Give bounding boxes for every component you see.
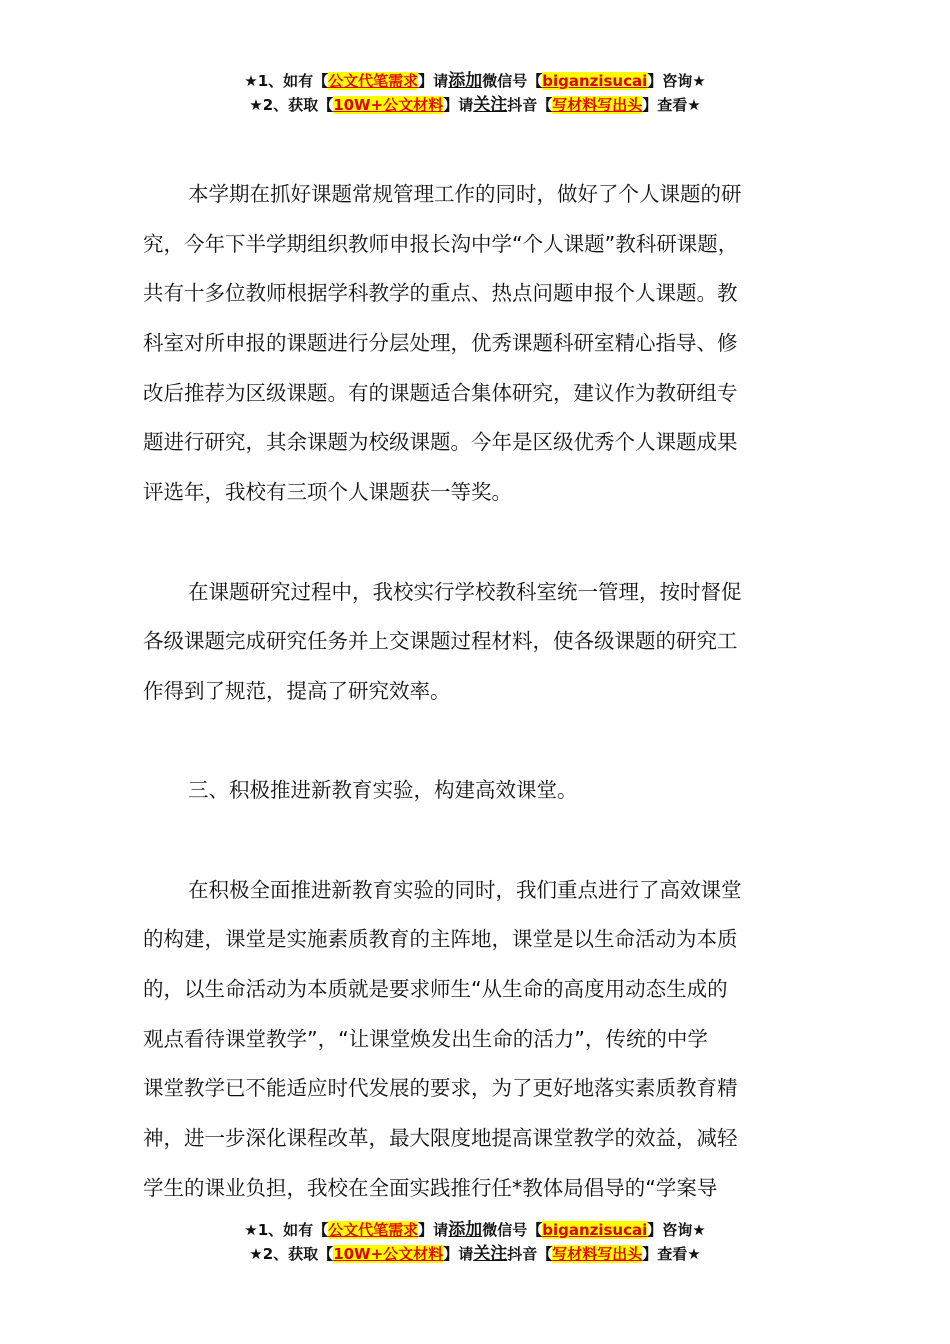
banner-text: 】查看★ bbox=[642, 1245, 701, 1263]
banner-text: 】咨询★ bbox=[647, 72, 706, 90]
banner-text: 微信号【 bbox=[482, 72, 543, 90]
banner-text: ★1、如有【 bbox=[244, 1221, 329, 1239]
banner-emphasis: 添加 bbox=[448, 71, 483, 91]
banner-text: 】咨询★ bbox=[647, 1221, 706, 1239]
text-line: 的，以生命活动为本质就是要求师生“从生命的高度用动态生成的 bbox=[143, 977, 728, 1001]
document-body bbox=[143, 170, 823, 1213]
text-line: 评选年，我校有三项个人课题获一等奖。 bbox=[143, 480, 512, 505]
banner-text: 微信号【 bbox=[482, 1221, 543, 1239]
paragraph bbox=[143, 170, 823, 518]
banner-text: ★2、获取【 bbox=[249, 96, 334, 114]
banner-highlight: biganzisucai bbox=[542, 1221, 648, 1239]
section-heading bbox=[143, 766, 823, 816]
text-line: 在积极全面推进新教育实验的同时，我们重点进行了高效课堂 bbox=[188, 877, 742, 902]
text-line: 究，今年下半学期组织教师申报长沟中学“个人课题”教科研课题， bbox=[143, 231, 739, 256]
banner-highlight: 公文代笔需求 bbox=[328, 72, 419, 90]
paragraph-gap bbox=[143, 717, 823, 767]
text-line: 神，进一步深化课程改革，最大限度地提高课堂教学的效益，减轻 bbox=[143, 1126, 738, 1151]
text-line: 各级课题完成研究任务并上交课题过程材料，使各级课题的研究工 bbox=[143, 629, 738, 654]
text-line: 科室对所申报的课题进行分层处理，优秀课题科研室精心指导、修 bbox=[143, 331, 738, 356]
banner-line-1 bbox=[0, 1218, 950, 1242]
text-line: 题进行研究，其余课题为校级课题。今年是区级优秀个人课题成果 bbox=[143, 430, 738, 455]
banner-emphasis: 关注 bbox=[473, 95, 508, 115]
text-line: 的构建，课堂是实施素质教育的主阵地，课堂是以生命活动为本质 bbox=[143, 927, 738, 952]
banner-highlight: 写材料写出头 bbox=[552, 1245, 643, 1263]
text-line: 观点看待课堂教学”，“让课堂焕发出生命的活力”，传统的中学 bbox=[143, 1026, 708, 1051]
footer-banner bbox=[0, 1218, 950, 1266]
text-line: 本学期在抓好课题常规管理工作的同时，做好了个人课题的研 bbox=[188, 182, 742, 206]
paragraph bbox=[143, 866, 823, 1214]
banner-highlight: 写材料写出头 bbox=[552, 96, 643, 114]
banner-highlight: 公文代笔需求 bbox=[328, 1221, 419, 1239]
banner-highlight: biganzisucai bbox=[542, 72, 648, 90]
text-line: 改后推荐为区级课题。有的课题适合集体研究，建议作为教研组专 bbox=[143, 380, 738, 405]
banner-text: 】请 bbox=[443, 1245, 474, 1263]
text-line: 作得到了规范，提高了研究效率。 bbox=[143, 678, 451, 703]
banner-text: ★2、获取【 bbox=[249, 1245, 334, 1263]
banner-text: 】请 bbox=[443, 96, 474, 114]
banner-line-1 bbox=[0, 69, 950, 93]
banner-line-2 bbox=[0, 93, 950, 117]
banner-text: ★1、如有【 bbox=[244, 72, 329, 90]
banner-emphasis: 添加 bbox=[448, 1220, 483, 1240]
text-line: 学生的课业负担，我校在全面实践推行任*教体局倡导的“学案导 bbox=[143, 1175, 718, 1200]
banner-text: 】请 bbox=[418, 72, 449, 90]
banner-text: 】查看★ bbox=[642, 96, 701, 114]
banner-line-2 bbox=[0, 1242, 950, 1266]
text-line: 共有十多位教师根据学科教学的重点、热点问题申报个人课题。教 bbox=[143, 281, 738, 306]
banner-highlight: 10W+公文材料 bbox=[333, 1245, 444, 1263]
banner-highlight: 10W+公文材料 bbox=[333, 96, 444, 114]
text-line: 课堂教学已不能适应时代发展的要求，为了更好地落实素质教育精 bbox=[143, 1076, 738, 1101]
header-banner bbox=[0, 69, 950, 117]
banner-text: 抖音【 bbox=[507, 1245, 553, 1263]
paragraph-gap bbox=[143, 816, 823, 866]
banner-emphasis: 关注 bbox=[473, 1244, 508, 1264]
text-line: 在课题研究过程中，我校实行学校教科室统一管理，按时督促 bbox=[188, 579, 742, 604]
paragraph bbox=[143, 568, 823, 717]
banner-text: 】请 bbox=[418, 1221, 449, 1239]
banner-text: 抖音【 bbox=[507, 96, 553, 114]
text-line: 三、积极推进新教育实验，构建高效课堂。 bbox=[188, 778, 578, 803]
paragraph-gap bbox=[143, 518, 823, 568]
